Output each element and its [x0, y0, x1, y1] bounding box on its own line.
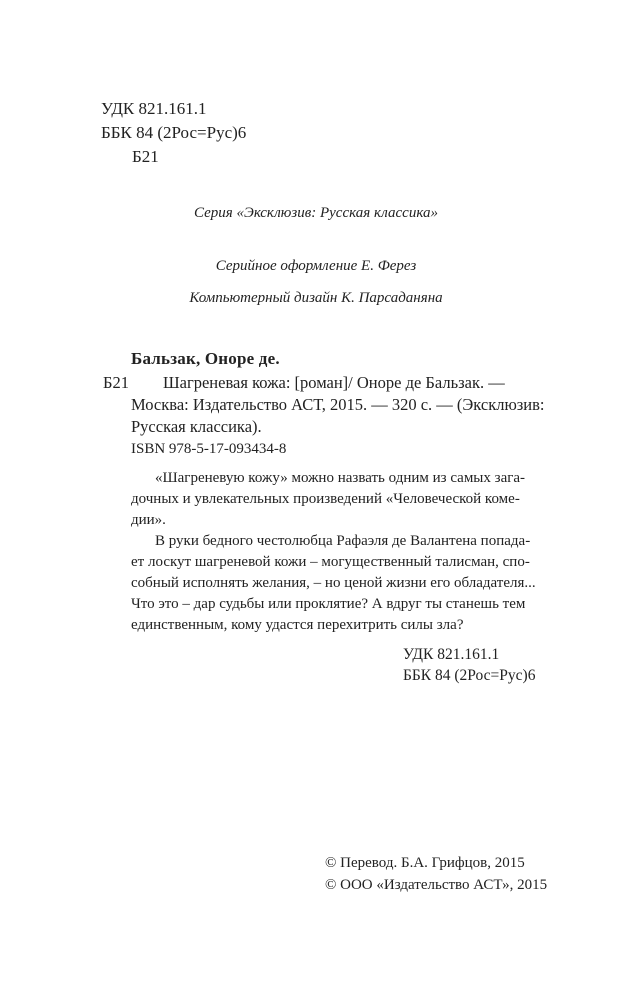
annotation-line: дии».: [131, 512, 166, 528]
annotation-line: ет лоскут шагреневой кожи – могущественный талисман, спо-: [131, 554, 530, 570]
catalog-udk-code: УДК 821.161.1: [403, 646, 500, 663]
annotation-line: собный исполнять желания, – но ценой жизни его обладателя...: [131, 575, 536, 591]
description-line: Шагреневая кожа: [роман]/ Оноре де Бальзак. —: [163, 373, 505, 392]
annotation-line: Что это – дар судьбы или проклятие? А вдруг ты станешь тем: [131, 596, 526, 612]
series-credit: Серия «Эксклюзив: Русская классика»: [194, 205, 438, 221]
catalog-bbk-code: ББК 84 (2Рос=Рус)6: [403, 667, 536, 684]
udk-code: УДК 821.161.1: [101, 99, 207, 118]
author-heading: Бальзак, Оноре де.: [131, 349, 280, 368]
translation-copyright: © Перевод. Б.А. Грифцов, 2015: [325, 855, 525, 871]
author-mark: Б21: [132, 147, 159, 166]
computer-design-credit: Компьютерный дизайн К. Парсаданяна: [189, 290, 443, 306]
annotation-line: В руки бедного честолюбца Рафаэля де Валантена попада-: [155, 533, 531, 549]
bbk-code: ББК 84 (2Рос=Рус)6: [101, 123, 247, 142]
annotation-line: дочных и увлекательных произведений «Человеческой коме-: [131, 491, 520, 507]
description-line: Русская классика).: [131, 417, 262, 436]
annotation-line: «Шагреневую кожу» можно назвать одним из самых зага-: [155, 470, 526, 486]
cover-design-credit: Серийное оформление Е. Ферез: [215, 258, 417, 274]
isbn: ISBN 978-5-17-093434-8: [131, 441, 287, 457]
publisher-copyright: © ООО «Издательство АСТ», 2015: [325, 877, 548, 893]
catalog-author-mark: Б21: [103, 373, 129, 392]
description-line: Москва: Издательство АСТ, 2015. — 320 с. — (Эксклюзив:: [131, 395, 545, 414]
annotation-line: единственным, кому удастся перехитрить силы зла?: [131, 617, 464, 633]
